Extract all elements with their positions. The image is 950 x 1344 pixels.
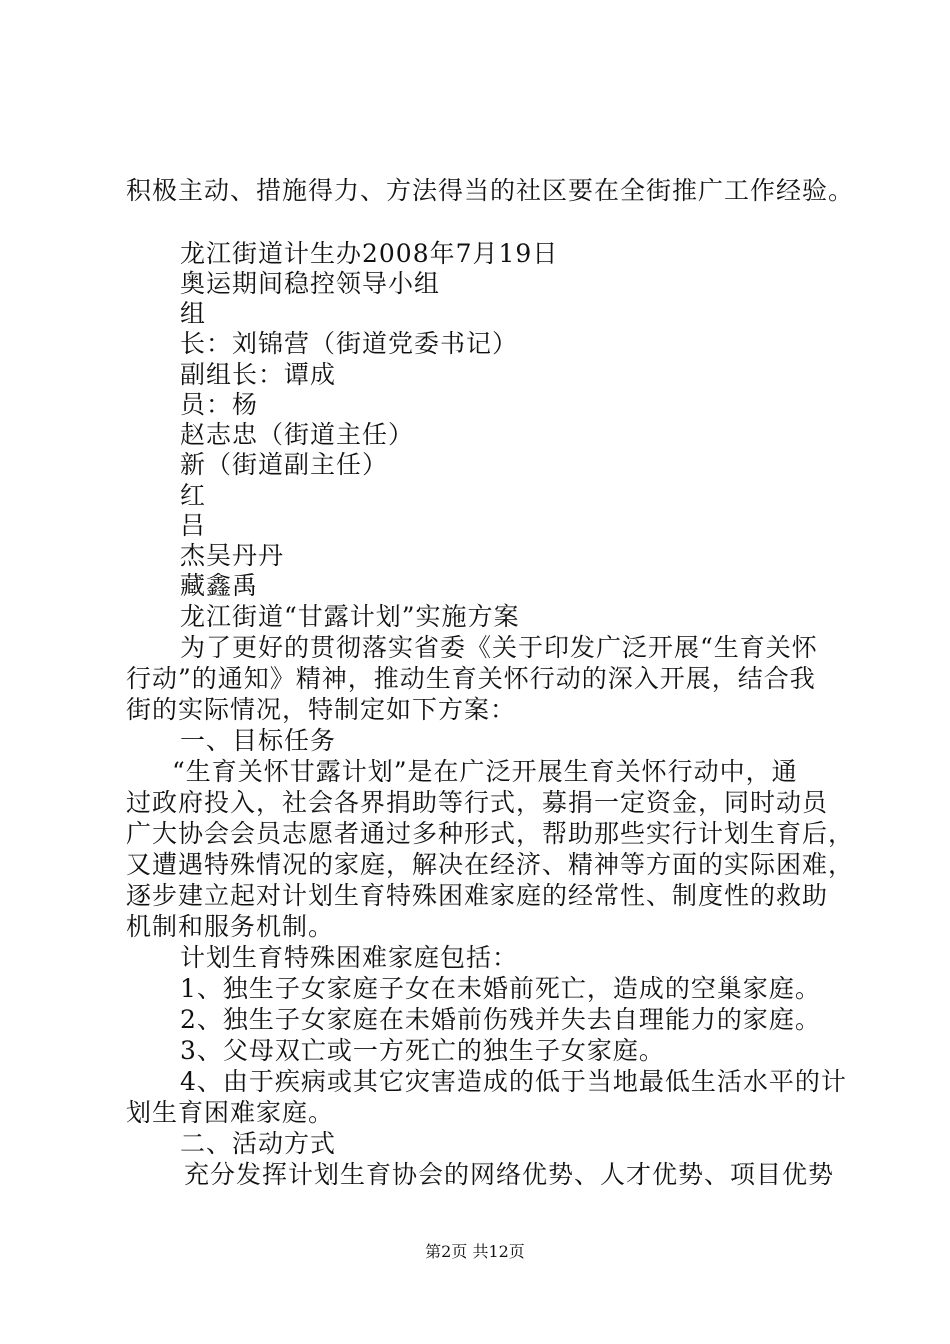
paragraph-line: 充分发挥计划生育协会的网络优势、人才优势、项目优势 xyxy=(184,1160,835,1189)
signature-line: 龙江街道计生办2008年7月19日 xyxy=(180,239,559,268)
group-member-line: 副组长：谭成 xyxy=(180,360,337,389)
group-member-line: 赵志忠（街道主任） xyxy=(180,420,415,449)
paragraph-line: 为了更好的贯彻落实省委《关于印发广泛开展“生育关怀 xyxy=(180,633,818,662)
page-number-footer: 第2页 共12页 xyxy=(425,1242,525,1261)
list-item-continuation: 划生育困难家庭。 xyxy=(126,1098,335,1127)
paragraph-line: 机制和服务机制。 xyxy=(126,912,335,941)
group-member-line: 藏鑫禹 xyxy=(180,571,259,600)
paragraph-line: “生育关怀甘露计划”是在广泛开展生育关怀行动中，通 xyxy=(172,757,798,786)
paragraph-line: 行动”的通知》精神，推动生育关怀行动的深入开展，结合我 xyxy=(126,664,816,693)
list-item: 2、独生子女家庭在未婚前伤残并失去自理能力的家庭。 xyxy=(180,1005,821,1034)
list-item: 4、由于疾病或其它灾害造成的低于当地最低生活水平的计 xyxy=(180,1067,847,1096)
paragraph-line: 又遭遇特殊情况的家庭，解决在经济、精神等方面的实际困难， xyxy=(126,850,855,879)
list-item: 1、独生子女家庭子女在未婚前死亡，造成的空巢家庭。 xyxy=(180,974,821,1003)
list-intro: 计划生育特殊困难家庭包括： xyxy=(180,943,519,972)
section-heading: 二、活动方式 xyxy=(180,1129,337,1158)
intro-line: 积极主动、措施得力、方法得当的社区要在全街推广工作经验。 xyxy=(126,176,855,205)
group-member-line: 红 xyxy=(180,481,207,510)
group-member-line: 长：刘锦营（街道党委书记） xyxy=(180,329,519,358)
section-heading: 一、目标任务 xyxy=(180,726,337,755)
paragraph-line: 街的实际情况，特制定如下方案： xyxy=(126,695,517,724)
plan-title: 龙江街道“甘露计划”实施方案 xyxy=(180,602,520,631)
group-member-line: 吕 xyxy=(180,511,207,540)
paragraph-line: 广大协会会员志愿者通过多种形式，帮助那些实行计划生育后， xyxy=(126,819,855,848)
paragraph-line: 逐步建立起对计划生育特殊困难家庭的经常性、制度性的救助 xyxy=(126,881,829,910)
group-member-line: 员：杨 xyxy=(180,390,259,419)
group-member-line: 新（街道副主任） xyxy=(180,450,389,479)
group-member-line: 杰吴丹丹 xyxy=(180,541,285,570)
group-title: 奥运期间稳控领导小组 xyxy=(180,269,441,298)
group-member-line: 组 xyxy=(180,299,207,328)
list-item: 3、父母双亡或一方死亡的独生子女家庭。 xyxy=(180,1036,665,1065)
paragraph-line: 过政府投入，社会各界捐助等行式，募捐一定资金，同时动员 xyxy=(126,788,829,817)
